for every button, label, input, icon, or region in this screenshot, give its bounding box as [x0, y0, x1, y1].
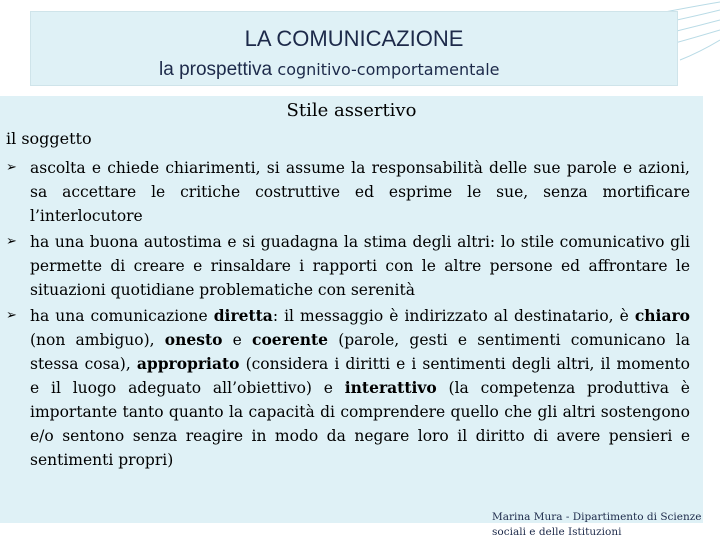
content-panel: [0, 96, 703, 523]
bullet-keyword: onesto: [164, 330, 223, 349]
bullet-keyword: diretta: [213, 306, 273, 325]
bullet-keyword: chiaro: [634, 306, 690, 325]
bullet-text: : il messaggio è indirizzato al destinatario, è: [272, 307, 635, 325]
subject-label: il soggetto: [6, 129, 92, 148]
bullet-text: ha una comunicazione: [30, 307, 214, 325]
bullet-text: ha una buona autostima e si guadagna la stima degli altri: lo stile comunicativo gli permette di creare e rinsaldare i rapporti con le altre persone ed affrontare le situazioni quotidiane problematiche con serenità: [30, 233, 690, 299]
bullet-point: [0, 156, 703, 228]
bullet-keyword: appropriato: [136, 354, 240, 373]
arrow-bullet-icon: ➢: [6, 234, 17, 249]
footer-line-2: sociali e delle Istituzioni: [492, 526, 622, 538]
footer-line-1: Marina Mura - Dipartimento di Scienze: [492, 511, 702, 523]
slide-title: LA COMUNICAZIONE: [244, 26, 464, 51]
bullet-list: [0, 156, 703, 474]
bullet-text: e: [222, 331, 253, 349]
footer-credit: [492, 510, 702, 540]
arrow-bullet-icon: ➢: [6, 160, 17, 175]
arrow-bullet-icon: ➢: [6, 308, 17, 323]
section-title: Stile assertivo: [286, 100, 417, 121]
bullet-keyword: interattivo: [344, 378, 437, 397]
bullet-text: ascolta e chiede chiarimenti, si assume la responsabilità delle sue parole e azioni, sa accettare le critiche costruttive ed esprime le sue, senza mortificare l’interlocutore: [30, 159, 690, 225]
bullet-text: (non ambiguo),: [30, 331, 165, 349]
bullet-text: (parole, gesti e sentimenti comunicano la stessa cosa),: [30, 331, 690, 373]
title-banner: [30, 11, 678, 86]
bullet-text: (la competenza produttiva è importante tanto quanto la capacità di comprendere quello che gli altri sostengono e/o sentono senza reagire in modo da negare loro il diritto di avere pensieri e sentimenti propri): [30, 379, 690, 469]
subtitle-part-a: la prospettiva: [159, 59, 273, 80]
bullet-point: [0, 304, 703, 472]
subtitle-part-b: cognitivo-comportamentale: [277, 60, 500, 79]
slide-subtitle: [159, 59, 500, 81]
bullet-keyword: coerente: [252, 330, 328, 349]
bullet-text: (considera i diritti e i sentimenti degli altri, il momento e il luogo adeguato all’obiettivo) e: [30, 355, 690, 397]
bullet-point: [0, 230, 703, 302]
